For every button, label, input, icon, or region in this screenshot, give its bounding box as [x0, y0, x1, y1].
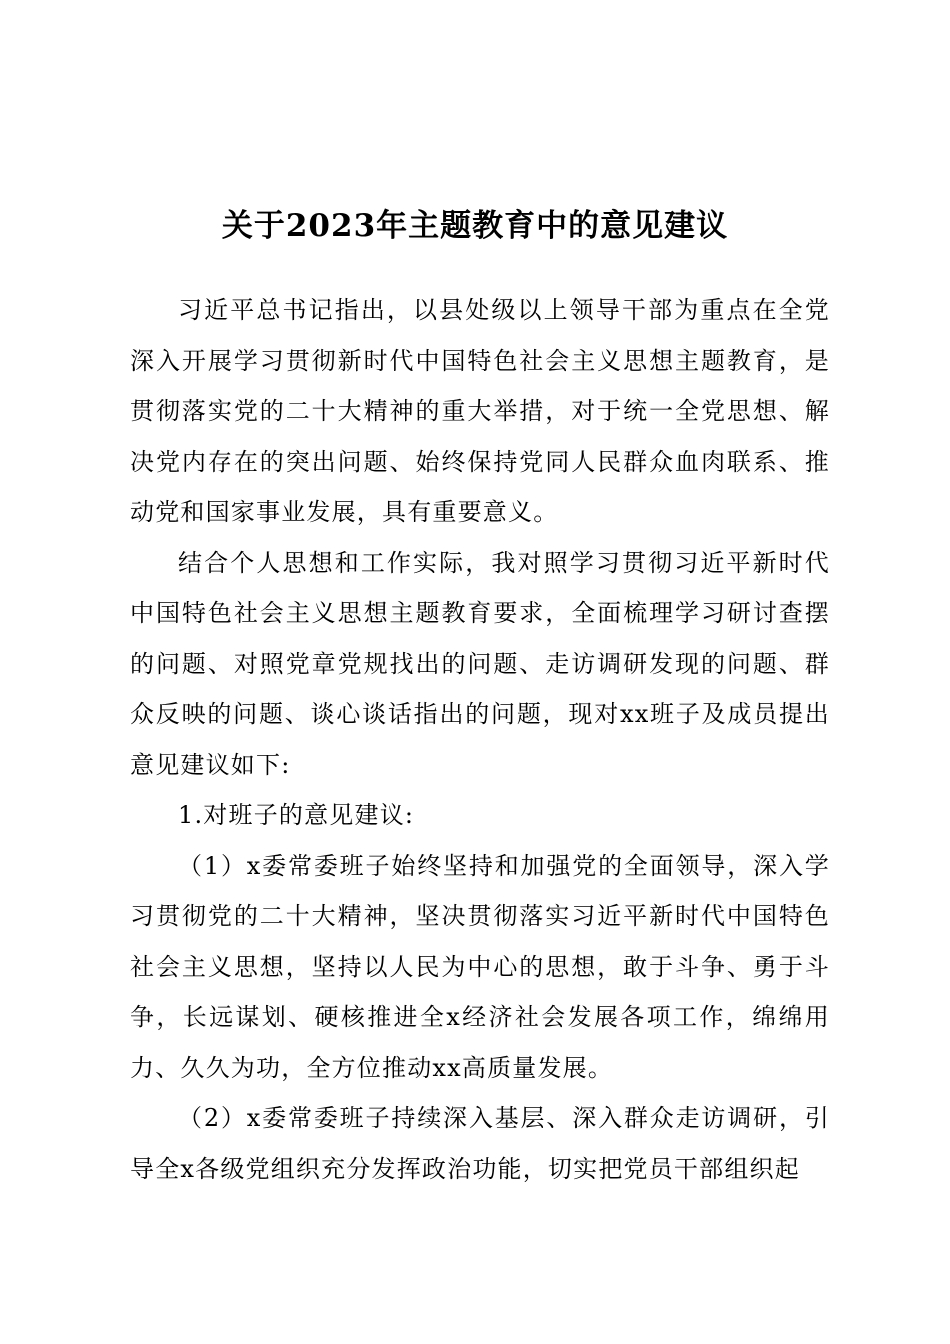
paragraph-context: 结合个人思想和工作实际，我对照学习贯彻习近平新时代中国特色社会主义思想主题教育要求，全面梳理学习研讨查摆的问题、对照党章党规找出的问题、走访调研发现的问题、群众反映的问题、谈心谈话指出的问题，现对xx班子及成员提出意见建议如下: [130, 548, 830, 779]
suggestion-item-2: （2）x委常委班子持续深入基层、深入群众走访调研，引导全x各级党组织充分发挥政治功能，切实把党员干部组织起 [130, 1104, 830, 1183]
document-title: 关于2023年主题教育中的意见建议 [221, 208, 729, 244]
paragraph-intro: 习近平总书记指出，以县处级以上领导干部为重点在全党深入开展学习贯彻新时代中国特色社会主义思想主题教育，是贯彻落实党的二十大精神的重大举措，对于统一全党思想、解决党内存在的突出问题、始终保持党同人民群众血肉联系、推动党和国家事业发展，具有重要意义。 [130, 296, 830, 526]
section-heading-team-suggestions: 1.对班子的意见建议: [178, 801, 415, 829]
document-body [130, 285, 830, 1194]
suggestion-item-1: （1）x委常委班子始终坚持和加强党的全面领导，深入学习贯彻党的二十大精神，坚决贯彻落实习近平新时代中国特色社会主义思想，坚持以人民为中心的思想，敢于斗争、勇于斗争，长远谋划、硬核推进全x经济社会发展各项工作，绵绵用力、久久为功，全方位推动xx高质量发展。 [130, 851, 830, 1082]
